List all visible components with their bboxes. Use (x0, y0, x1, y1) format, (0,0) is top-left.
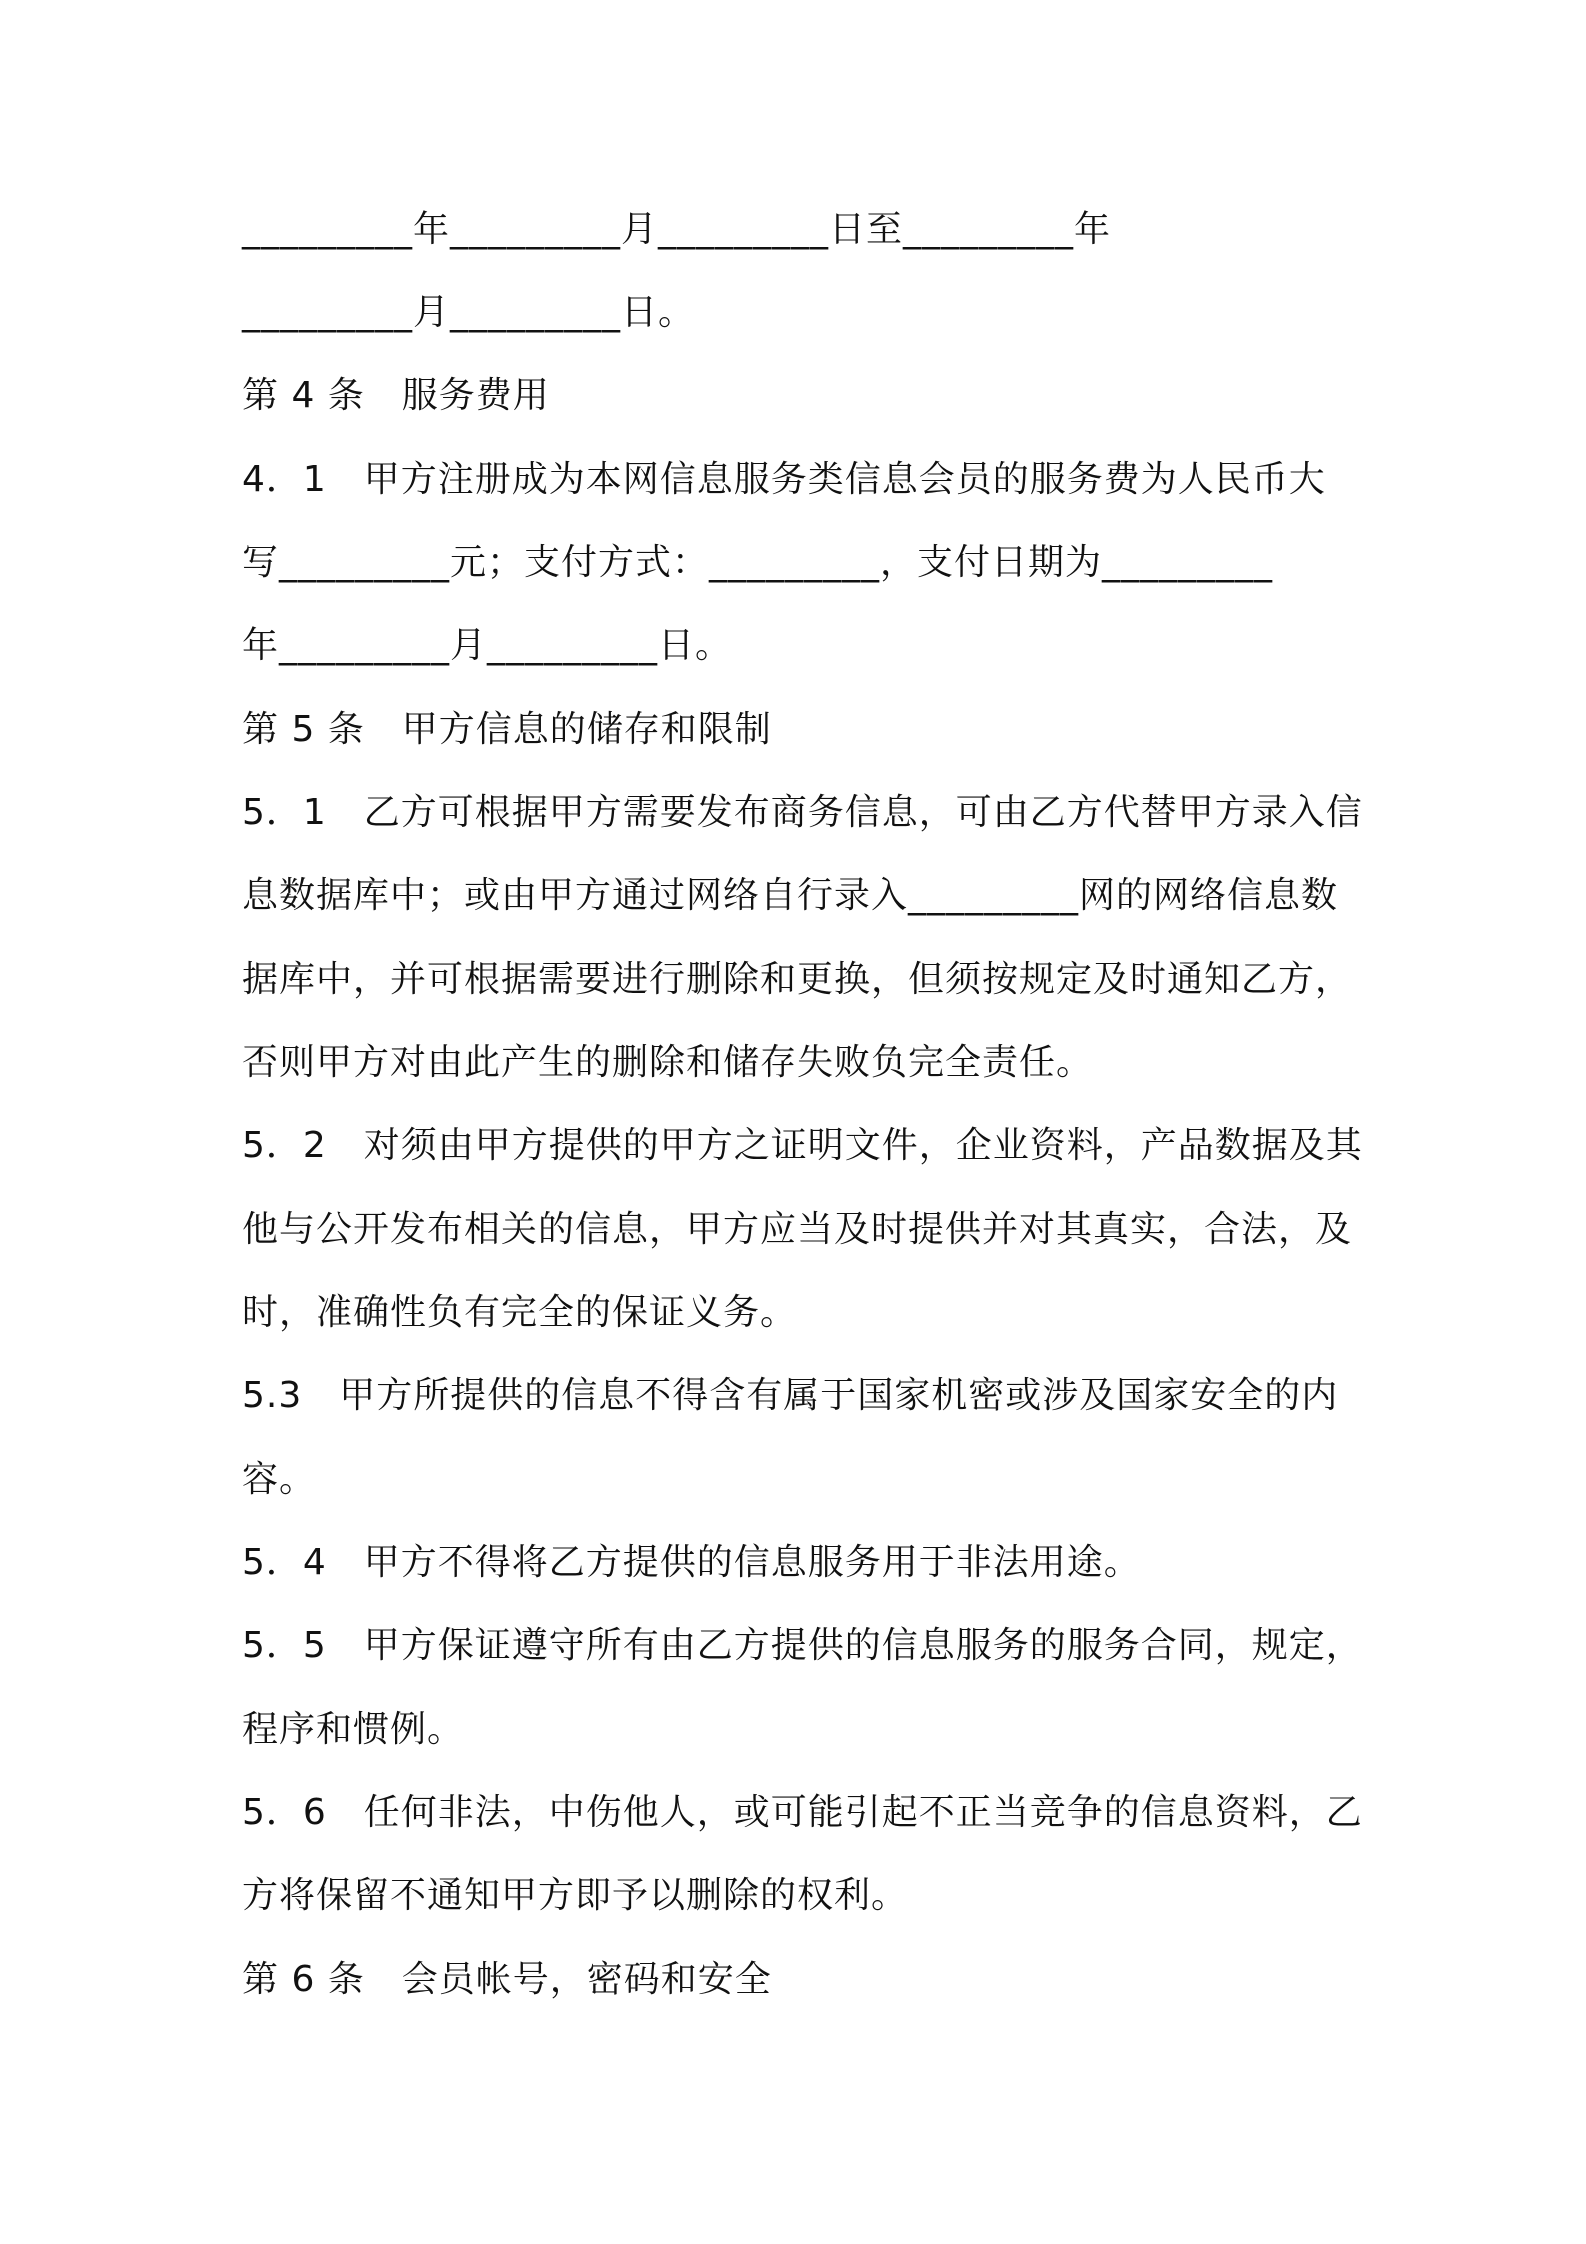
text-line: 方将保留不通知甲方即予以删除的权利。 (242, 1875, 909, 1916)
text-line: 5．5 甲方保证遵守所有由乙方提供的信息服务的服务合同，规定， (242, 1625, 1363, 1666)
article-heading: 第 5 条 甲方信息的储存和限制 (242, 709, 772, 750)
text-line: 4．1 甲方注册成为本网信息服务类信息会员的服务费为人民币大 (242, 459, 1326, 500)
text-line: _________月_________日。 (242, 292, 696, 333)
text-line: 容。 (242, 1459, 317, 1500)
text-line: 时，准确性负有完全的保证义务。 (242, 1292, 798, 1333)
text-line: 5．1 乙方可根据甲方需要发布商务信息，可由乙方代替甲方录入信 (242, 792, 1363, 833)
text-line: _________年_________月_________日至_________年 (242, 209, 1111, 250)
text-line: 他与公开发布相关的信息，甲方应当及时提供并对其真实，合法，及 (242, 1209, 1353, 1250)
text-line: 年_________月_________日。 (242, 625, 733, 666)
text-line: 写_________元；支付方式：_________，支付日期为_________ (242, 542, 1274, 583)
text-line: 5．4 甲方不得将乙方提供的信息服务用于非法用途。 (242, 1542, 1141, 1583)
text-line: 5．2 对须由甲方提供的甲方之证明文件，企业资料，产品数据及其 (242, 1125, 1363, 1166)
text-line: 5．6 任何非法，中伤他人，或可能引起不正当竞争的信息资料，乙 (242, 1792, 1363, 1833)
text-line: 5.3 甲方所提供的信息不得含有属于国家机密或涉及国家安全的内 (242, 1375, 1339, 1416)
text-line: 否则甲方对由此产生的删除和储存失败负完全责任。 (242, 1042, 1094, 1083)
text-line: 程序和惯例。 (242, 1709, 465, 1750)
text-line: 息数据库中；或由甲方通过网络自行录入_________网的网络信息数 (242, 875, 1339, 916)
article-heading: 第 6 条 会员帐号，密码和安全 (242, 1959, 772, 2000)
text-line: 据库中，并可根据需要进行删除和更换，但须按规定及时通知乙方， (242, 959, 1353, 1000)
article-heading: 第 4 条 服务费用 (242, 375, 550, 416)
